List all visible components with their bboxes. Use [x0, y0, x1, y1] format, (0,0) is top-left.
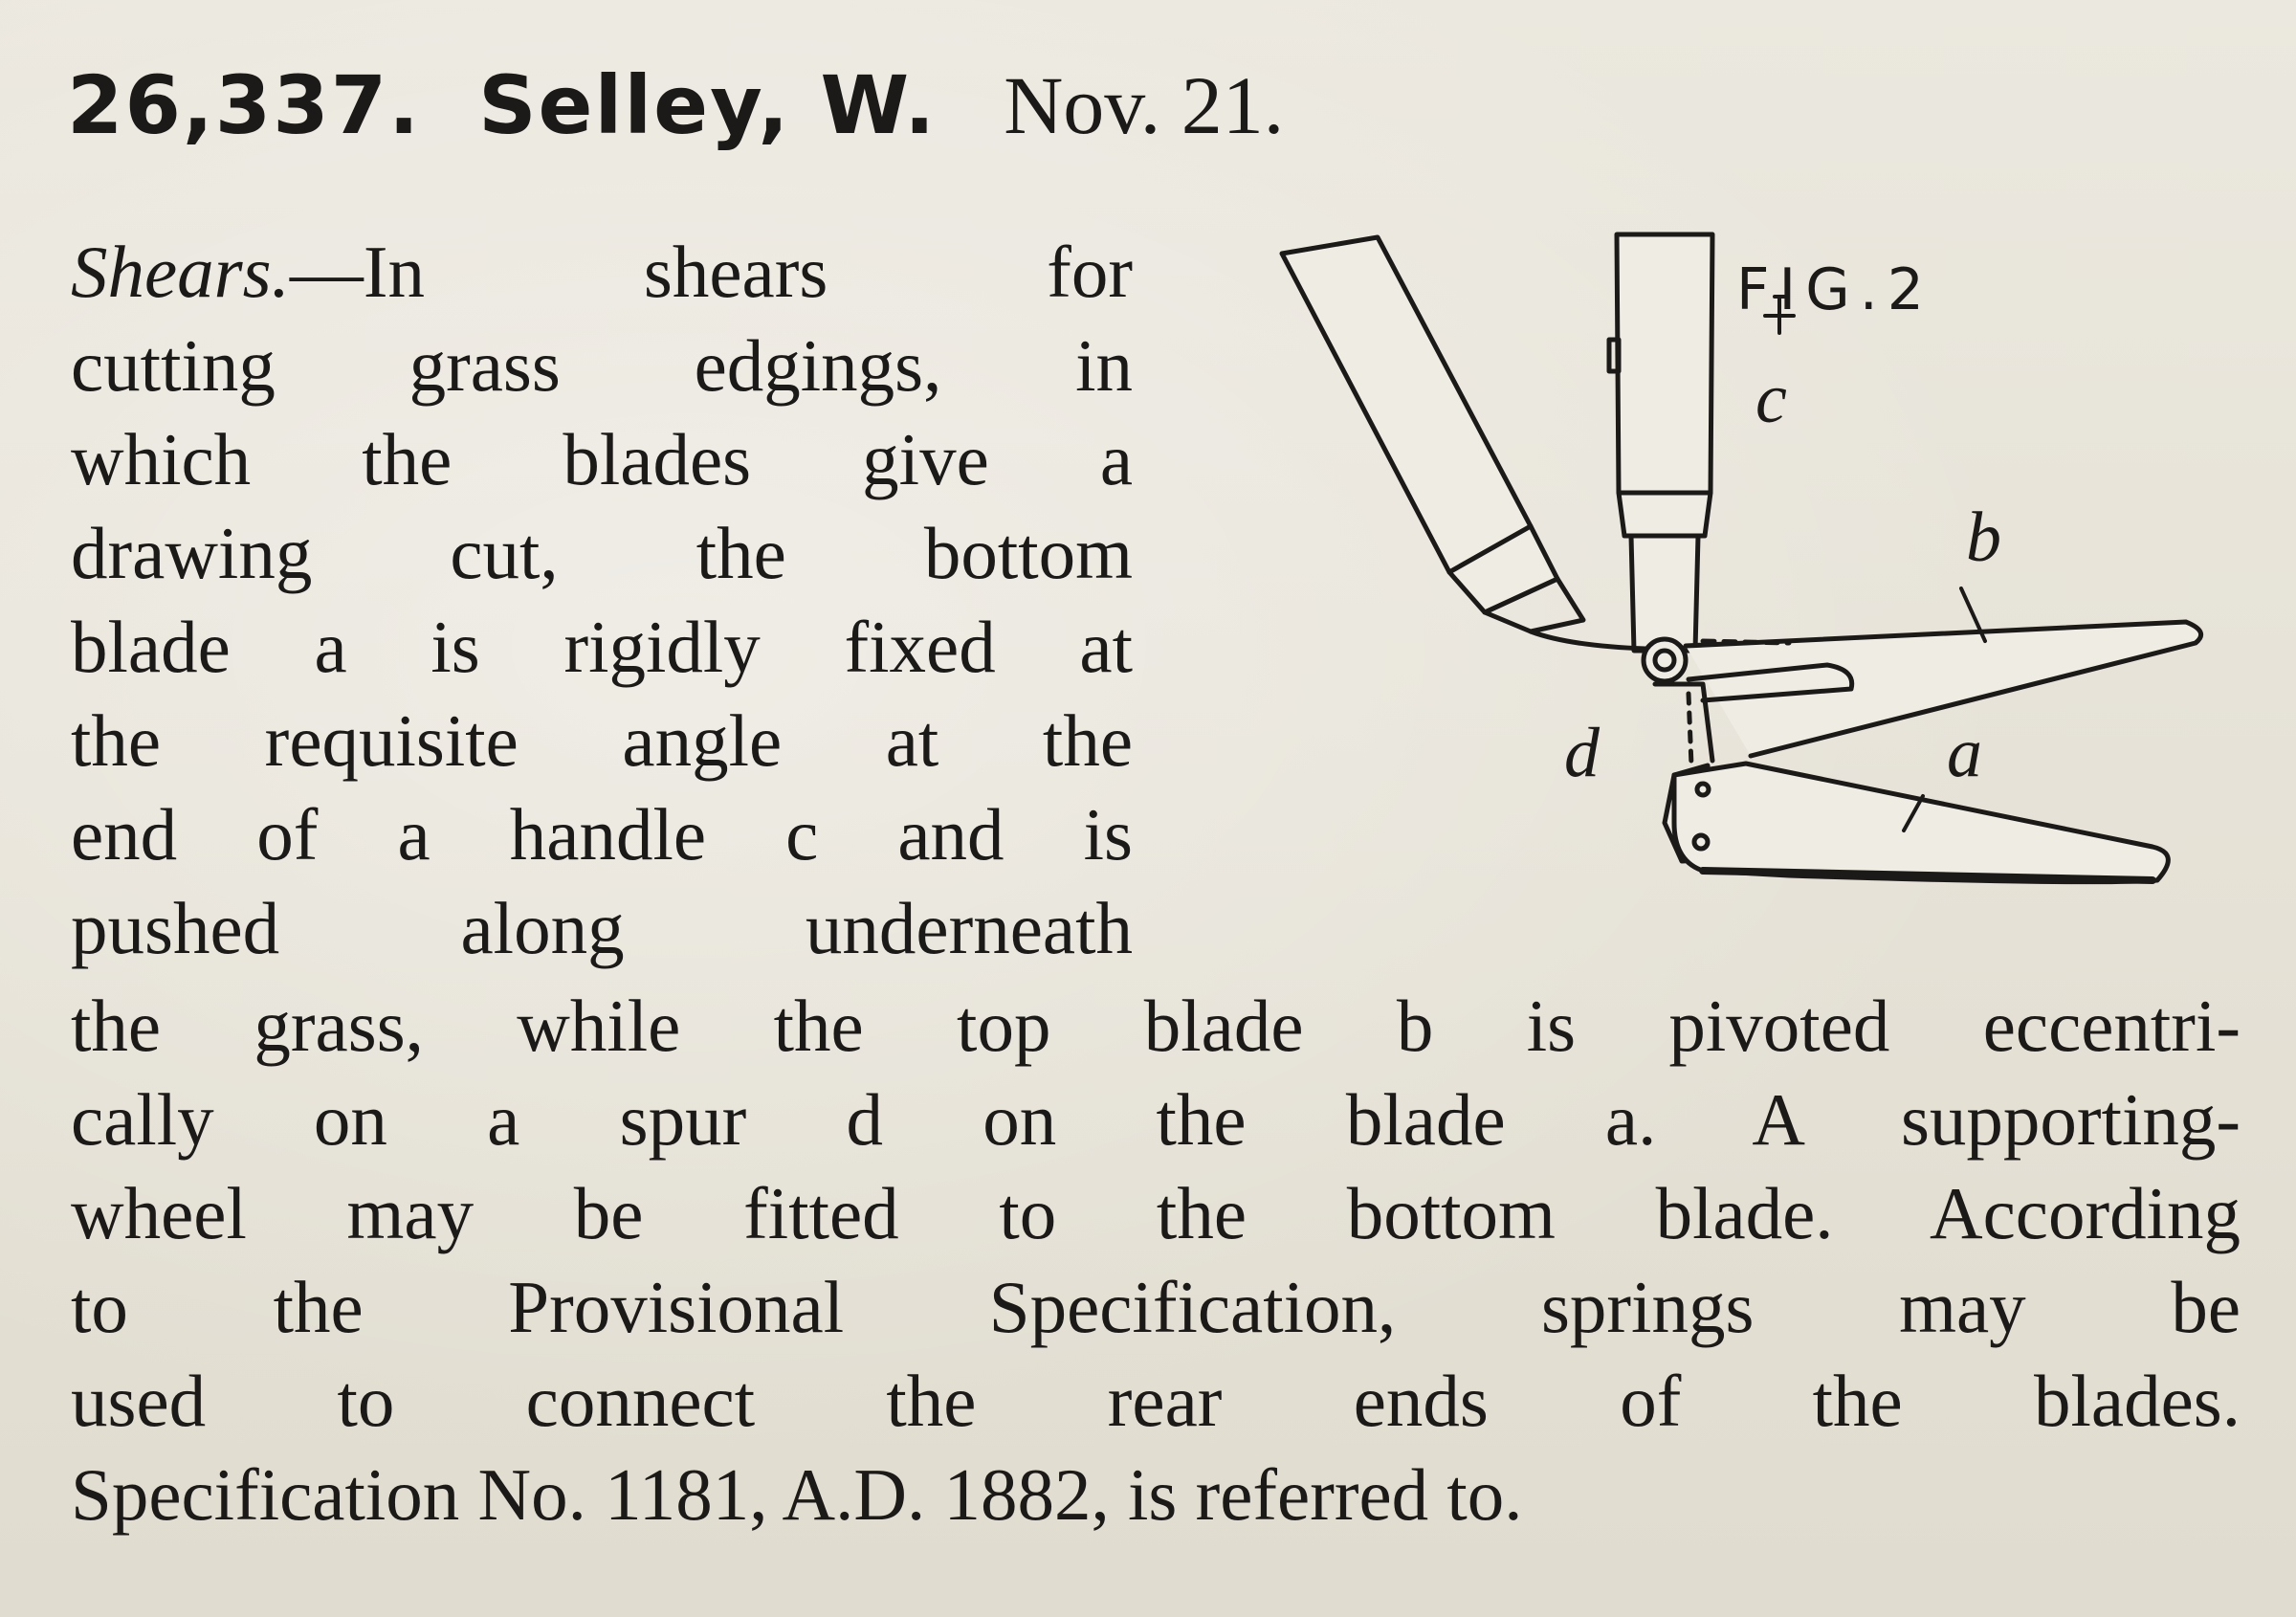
abstract-line: the grass, while the top blade b is pivoted eccentri- [71, 985, 2241, 1067]
abstract-full-width [71, 979, 2241, 1541]
label-b: b [1966, 498, 2001, 577]
label-a: a [1947, 714, 1982, 792]
abstract-line: wheel may be fitted to the bottom blade. According [71, 1172, 2241, 1254]
abstract-line: to the Provisional Specification, springs may be [71, 1266, 2241, 1348]
patent-date: Nov. 21. [1004, 59, 1285, 151]
title-word: Shears. [71, 231, 290, 313]
abstract-line: the requisite angle at the [71, 699, 1133, 782]
abstract-line: pushed along underneath [71, 887, 1133, 969]
abstract-line: Specification No. 1181, A.D. 1882, is referred to. [71, 1453, 1523, 1536]
abstract-line: end of a handle c and is [71, 793, 1133, 875]
figure-label: FIG.2 [1736, 256, 1933, 323]
label-d: d [1564, 714, 1600, 792]
spur-d [1655, 684, 1712, 761]
abstract-line: blade a is rigidly fixed at [71, 606, 1133, 688]
blade-b [1686, 622, 2201, 756]
pivot-circle [1644, 639, 1686, 681]
abstract-line: which the blades give a [71, 418, 1133, 500]
blade-a [1674, 764, 2168, 882]
inventor-name: Selley, W. [478, 58, 938, 152]
patent-header [67, 57, 1284, 163]
abstract-narrow-column [71, 225, 1133, 975]
label-c: c [1755, 360, 1787, 438]
patent-number: 26,337. [67, 58, 422, 152]
abstract-line: cally on a spur d on the blade a. A supporting- [71, 1078, 2241, 1161]
abstract-line: used to connect the rear ends of the blades. [71, 1360, 2241, 1442]
handle-c [1617, 234, 1712, 493]
abstract-line: cutting grass edgings, in [71, 324, 1133, 407]
top-handle [1282, 237, 1531, 572]
abstract-line: drawing cut, the bottom [71, 512, 1133, 594]
abstract-line: Shears.—In shears for [71, 231, 1133, 313]
